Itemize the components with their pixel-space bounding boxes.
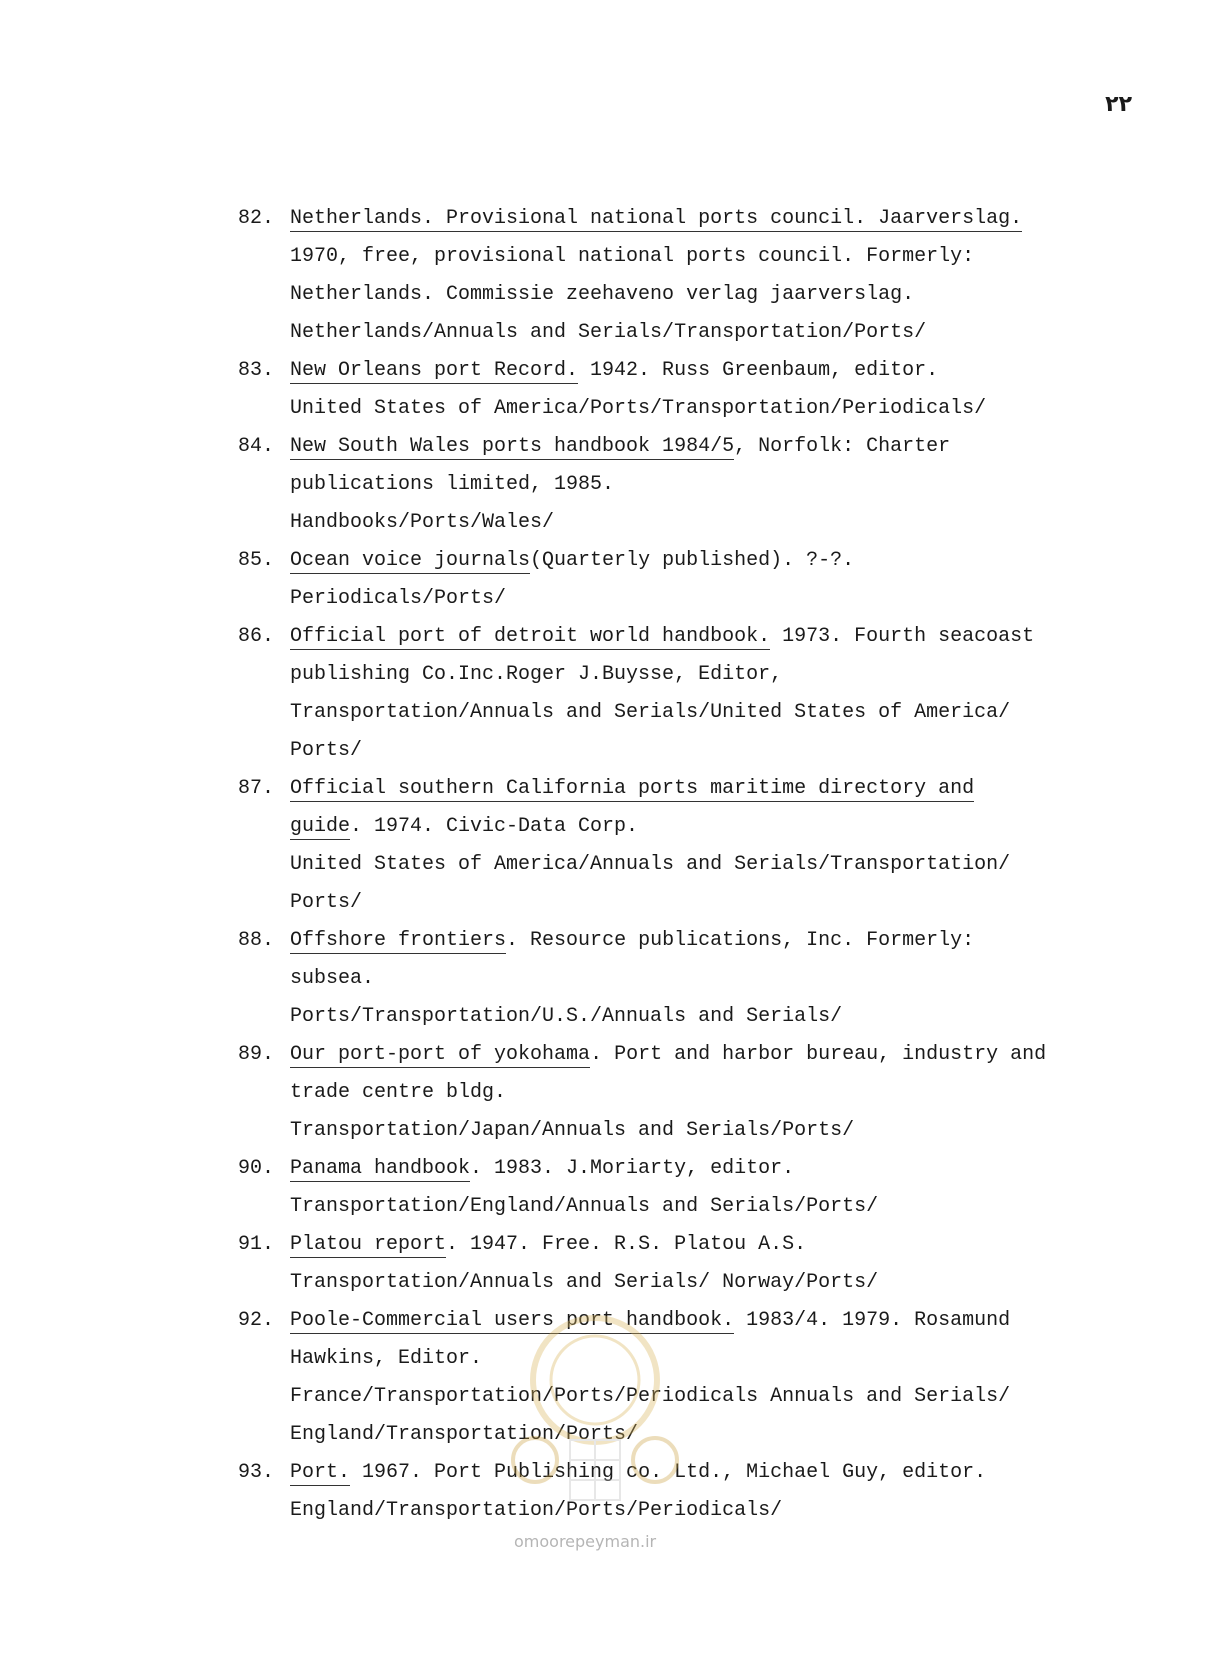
entry-title: Platou report bbox=[290, 1233, 447, 1256]
bibliography-entry bbox=[238, 770, 1118, 922]
entry-title: Offshore frontiers bbox=[290, 929, 507, 952]
entry-line bbox=[290, 1188, 1118, 1226]
entry-line bbox=[290, 1036, 1118, 1074]
entry-title: Netherlands. Provisional national ports council. Jaarverslag. bbox=[290, 207, 1023, 230]
entry-text: Transportation/Annuals and Serials/United States of America/ bbox=[290, 701, 1011, 724]
entry-text: England/Transportation/Ports/Periodicals/ bbox=[290, 1499, 783, 1522]
entry-line bbox=[290, 1150, 1118, 1188]
entry-text: . 1947. Free. R.S. Platou A.S. bbox=[446, 1233, 807, 1256]
entry-text: Hawkins, Editor. bbox=[290, 1347, 483, 1370]
bibliography-entry bbox=[238, 618, 1118, 770]
entry-text: . 1983. J.Moriarty, editor. bbox=[470, 1157, 795, 1180]
entry-text: United States of America/Ports/Transportation/Periodicals/ bbox=[290, 397, 987, 420]
entry-title: guide bbox=[290, 815, 351, 838]
entry-title: Official port of detroit world handbook. bbox=[290, 625, 771, 648]
entry-text: publishing Co.Inc.Roger J.Buysse, Editor, bbox=[290, 663, 783, 686]
entry-number: 82. bbox=[238, 207, 275, 230]
entry-line bbox=[290, 200, 1118, 238]
entry-title: Our port-port of yokohama bbox=[290, 1043, 591, 1066]
entry-text: France/Transportation/Ports/Periodicals Annuals and Serials/ bbox=[290, 1385, 1011, 1408]
entry-text: publications limited, 1985. bbox=[290, 473, 615, 496]
entry-number: 90. bbox=[238, 1157, 275, 1180]
bibliography-entry bbox=[238, 1454, 1118, 1530]
entry-line bbox=[290, 238, 1118, 276]
entry-title: Ocean voice journals bbox=[290, 549, 531, 572]
entry-line bbox=[290, 618, 1118, 656]
entry-title: Official southern California ports maritime directory and bbox=[290, 777, 975, 800]
bibliography-entry bbox=[238, 1150, 1118, 1226]
entry-title: Poole-Commercial users port handbook. bbox=[290, 1309, 735, 1332]
entry-line bbox=[290, 542, 1118, 580]
entry-line bbox=[290, 1264, 1118, 1302]
entry-line bbox=[290, 580, 1118, 618]
entry-title: New South Wales ports handbook 1984/5 bbox=[290, 435, 735, 458]
entry-line bbox=[290, 1226, 1118, 1264]
entry-number: 89. bbox=[238, 1043, 275, 1066]
bibliography-entry bbox=[238, 200, 1118, 352]
entry-number: 87. bbox=[238, 777, 275, 800]
entry-text: Transportation/Japan/Annuals and Serials/Ports/ bbox=[290, 1119, 855, 1142]
entry-text: Ports/ bbox=[290, 739, 363, 762]
entry-line bbox=[290, 922, 1118, 960]
entry-line bbox=[290, 1416, 1118, 1454]
entry-text: Transportation/Annuals and Serials/ Norway/Ports/ bbox=[290, 1271, 879, 1294]
entry-line bbox=[290, 1302, 1118, 1340]
entry-line bbox=[290, 694, 1118, 732]
entry-text: (Quarterly published). ?-?. bbox=[530, 549, 855, 572]
bibliography-list bbox=[238, 200, 1118, 1530]
entry-text: 1970, free, provisional national ports council. Formerly: bbox=[290, 245, 975, 268]
entry-title: Panama handbook bbox=[290, 1157, 471, 1180]
entry-line bbox=[290, 390, 1118, 428]
bibliography-entry bbox=[238, 352, 1118, 428]
entry-number: 83. bbox=[238, 359, 275, 382]
entry-line bbox=[290, 656, 1118, 694]
entry-line bbox=[290, 466, 1118, 504]
entry-line bbox=[290, 732, 1118, 770]
entry-text: . Port and harbor bureau, industry and bbox=[590, 1043, 1047, 1066]
entry-text: United States of America/Annuals and Serials/Transportation/ bbox=[290, 853, 1011, 876]
entry-text: . 1974. Civic-Data Corp. bbox=[350, 815, 639, 838]
entry-line bbox=[290, 1492, 1118, 1530]
entry-number: 93. bbox=[238, 1461, 275, 1484]
entry-title: Port. bbox=[290, 1461, 351, 1484]
entry-line bbox=[290, 1112, 1118, 1150]
entry-text: Handbooks/Ports/Wales/ bbox=[290, 511, 555, 534]
watermark-text: omoorepeyman.ir bbox=[514, 1532, 657, 1551]
entry-number: 85. bbox=[238, 549, 275, 572]
entry-text: Netherlands/Annuals and Serials/Transportation/Ports/ bbox=[290, 321, 927, 344]
entry-line bbox=[290, 1378, 1118, 1416]
entry-number: 88. bbox=[238, 929, 275, 952]
page-number: ۲۲ bbox=[1105, 92, 1132, 117]
entry-text: subsea. bbox=[290, 967, 375, 990]
entry-number: 91. bbox=[238, 1233, 275, 1256]
entry-line bbox=[290, 1340, 1118, 1378]
entry-line bbox=[290, 960, 1118, 998]
entry-text: Netherlands. Commissie zeehaveno verlag jaarverslag. bbox=[290, 283, 915, 306]
entry-title: New Orleans port Record. bbox=[290, 359, 579, 382]
entry-line bbox=[290, 1454, 1118, 1492]
entry-text: England/Transportation/Ports/ bbox=[290, 1423, 639, 1446]
entry-text: Ports/ bbox=[290, 891, 363, 914]
bibliography-entry bbox=[238, 1226, 1118, 1302]
entry-text: Transportation/England/Annuals and Serials/Ports/ bbox=[290, 1195, 879, 1218]
entry-text: trade centre bldg. bbox=[290, 1081, 507, 1104]
entry-line bbox=[290, 884, 1118, 922]
bibliography-entry bbox=[238, 542, 1118, 618]
entry-line bbox=[290, 428, 1118, 466]
entry-text: . Resource publications, Inc. Formerly: bbox=[506, 929, 975, 952]
entry-text: Periodicals/Ports/ bbox=[290, 587, 507, 610]
entry-line bbox=[290, 1074, 1118, 1112]
bibliography-entry bbox=[238, 1036, 1118, 1150]
bibliography-entry bbox=[238, 428, 1118, 542]
bibliography-entry bbox=[238, 922, 1118, 1036]
entry-text: 1967. Port Publishing co. Ltd., Michael Guy, editor. bbox=[350, 1461, 987, 1484]
entry-text: 1973. Fourth seacoast bbox=[770, 625, 1035, 648]
entry-line bbox=[290, 846, 1118, 884]
entry-text: 1983/4. 1979. Rosamund bbox=[734, 1309, 1011, 1332]
entry-line bbox=[290, 504, 1118, 542]
entry-line bbox=[290, 276, 1118, 314]
entry-line bbox=[290, 998, 1118, 1036]
entry-number: 86. bbox=[238, 625, 275, 648]
entry-text: , Norfolk: Charter bbox=[734, 435, 951, 458]
entry-text: Ports/Transportation/U.S./Annuals and Serials/ bbox=[290, 1005, 843, 1028]
entry-text: 1942. Russ Greenbaum, editor. bbox=[578, 359, 939, 382]
entry-line bbox=[290, 352, 1118, 390]
entry-number: 92. bbox=[238, 1309, 275, 1332]
bibliography-entry bbox=[238, 1302, 1118, 1454]
entry-line bbox=[290, 808, 1118, 846]
entry-line bbox=[290, 314, 1118, 352]
entry-number: 84. bbox=[238, 435, 275, 458]
entry-line bbox=[290, 770, 1118, 808]
